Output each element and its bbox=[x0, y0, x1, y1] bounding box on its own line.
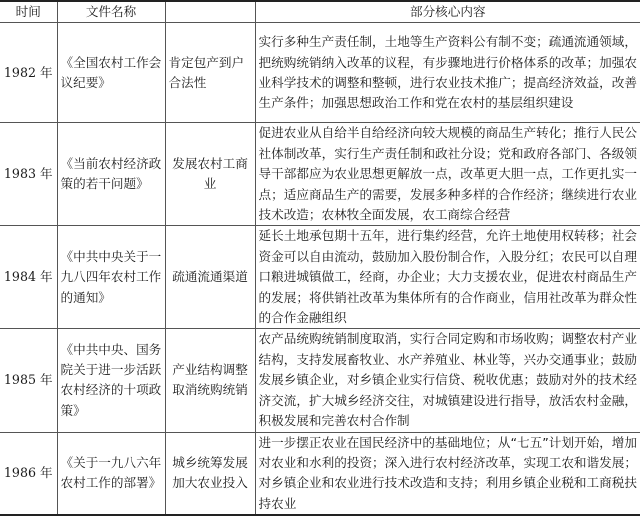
year-cell: 1984 年 bbox=[0, 226, 57, 329]
summary-cell: 疏通流通渠道 bbox=[165, 226, 255, 329]
table-row bbox=[0, 123, 640, 226]
year-cell: 1982 年 bbox=[0, 23, 57, 123]
header-summary bbox=[165, 1, 255, 23]
header-time: 时间 bbox=[0, 1, 57, 23]
summary-cell: 产业结构调整取消统购统销 bbox=[165, 329, 255, 432]
table-row bbox=[0, 329, 640, 432]
header-document-name: 文件名称 bbox=[57, 1, 165, 23]
document-cell: 《当前农村经济政策的若干问题》 bbox=[57, 123, 165, 226]
content-cell: 农产品统购统销制度取消，实行合同定购和市场收购；调整农村产业结构，支持发展畜牧业、水产养殖业、林业等，兴办交通事业；鼓励发展乡镇企业，对乡镇企业实行信贷、税收优惠；鼓励对外的技术经济交流，扩大城乡经济交往，对城镇建设进行指导，放活农村金融，积极发展和完善农村合作制 bbox=[255, 329, 640, 432]
year-cell: 1986 年 bbox=[0, 432, 57, 515]
year-cell: 1983 年 bbox=[0, 123, 57, 226]
summary-cell: 城乡统筹发展加大农业投入 bbox=[165, 432, 255, 515]
header-core-content: 部分核心内容 bbox=[255, 1, 640, 23]
content-cell: 进一步摆正农业在国民经济中的基础地位；从“七五”计划开始，增加对农业和水利的投资；深入进行农村经济改革，实现工农和谐发展；对乡镇企业和农业进行技术改造和支持；利用乡镇企业税和工商税扶持农业 bbox=[255, 432, 640, 515]
table-row bbox=[0, 432, 640, 515]
document-cell: 《中共中央关于一九八四年农村工作的通知》 bbox=[57, 226, 165, 329]
year-cell: 1985 年 bbox=[0, 329, 57, 432]
content-cell: 实行多种生产责任制，土地等生产资料公有制不变；疏通流通领域，把统购统销纳入改革的议程，有步骤地进行价格体系的改革；加强农业科学技术的调整和整顿，进行农业技术推广；提高经济效益，改善生产条件；加强思想政治工作和党在农村的基层组织建设 bbox=[255, 23, 640, 123]
summary-cell: 肯定包产到户合法性 bbox=[165, 23, 255, 123]
content-cell: 促进农业从自给半自给经济向较大规模的商品生产转化；推行人民公社体制改革，实行生产责任制和政社分设；党和政府各部门、各级领导干部都应为农业思想更解放一点，改革更大胆一点，工作更扎实一点；适应商品生产的需要，发展多种多样的合作经济；继续进行农业技术改造；农林牧全面发展，农工商综合经营 bbox=[255, 123, 640, 226]
table-header-row bbox=[0, 1, 640, 23]
document-cell: 《关于一九八六年农村工作的部署》 bbox=[57, 432, 165, 515]
content-cell: 延长土地承包期十五年，进行集约经营，允许土地使用权转移；社会资金可以自由流动，鼓励加入股份制合作，入股分红；农民可以自理口粮进城镇做工，经商，办企业；大力支援农业，促进农村商品生产的发展；将供销社改革为集体所有的合作商业，信用社改革为群众性的合作金融组织 bbox=[255, 226, 640, 329]
document-cell: 《全国农村工作会议纪要》 bbox=[57, 23, 165, 123]
summary-cell: 发展农村工商业 bbox=[165, 123, 255, 226]
table-row bbox=[0, 226, 640, 329]
document-cell: 《中共中央、国务院关于进一步活跃农村经济的十项政策》 bbox=[57, 329, 165, 432]
table-row bbox=[0, 23, 640, 123]
